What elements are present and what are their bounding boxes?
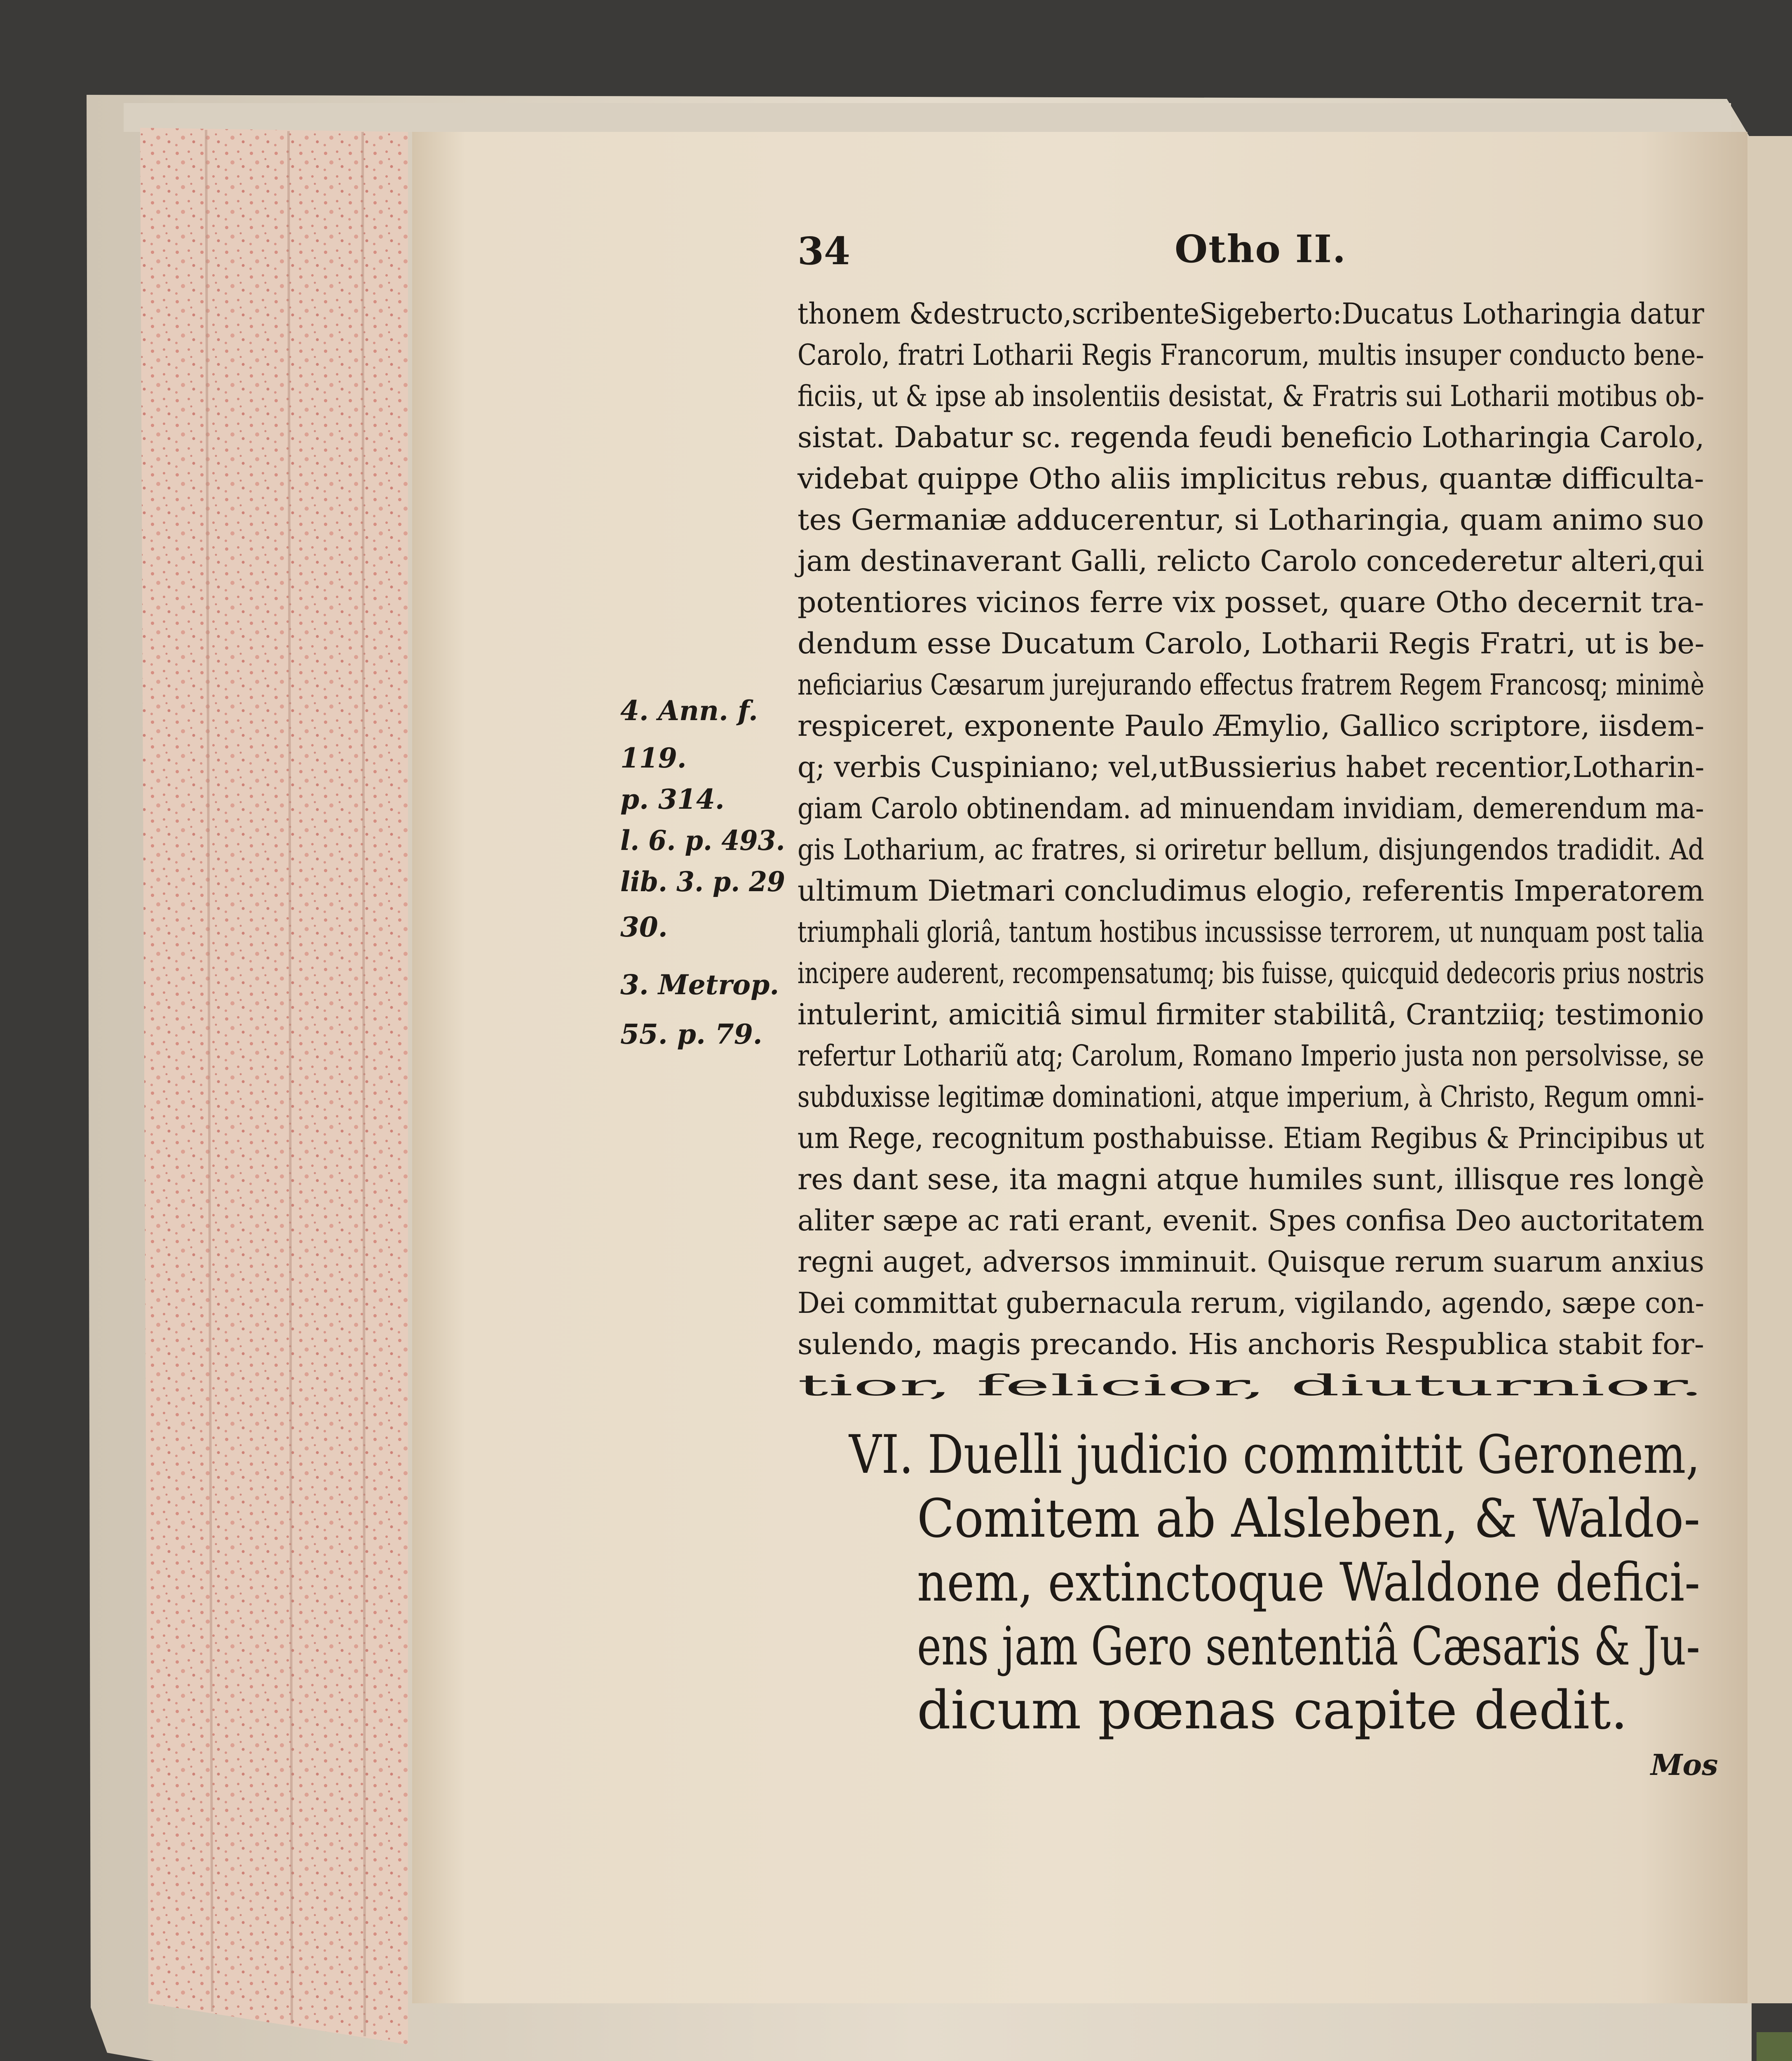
margin-note: 3. Metrop. — [620, 969, 779, 1001]
body-line: triumphali gloriâ, tantum hostibus incussisse terrorem, ut nunquam post talia — [797, 915, 1704, 949]
body-line: ficiis, ut & ipse ab insolentiis desistat, & Fratris sui Lotharii motibus ob- — [797, 379, 1705, 413]
margin-note: lib. 3. p. 29 — [620, 866, 786, 898]
margin-note: 30. — [620, 911, 668, 943]
margin-note: l. 6. p. 493. — [620, 824, 785, 857]
body-line: respiceret, exponente Paulo Æmylio, Gallico scriptore, iisdem- — [797, 709, 1705, 743]
body-line: gis Lotharium, ac fratres, si oriretur bellum, disjungendos tradidit. Ad — [797, 833, 1704, 866]
body-line: q; verbis Cuspiniano; vel,utBussierius habet recentior,Lotharin- — [797, 750, 1705, 784]
body-line: um Rege, recognitum posthabuisse. Etiam Regibus & Principibus ut — [797, 1121, 1704, 1155]
board-edge-green — [1757, 2032, 1792, 2061]
body-line: incipere auderent, recompensatumq; bis fuisse, quicquid dedecoris prius nostris — [797, 956, 1705, 990]
page-number: 34 — [797, 229, 851, 273]
body-line: sulendo, magis precando. His anchoris Respublica stabit for- — [797, 1327, 1704, 1361]
body-line: intulerint, amicitiâ simul firmiter stabilitâ, Crantziiq; testimonio — [797, 998, 1704, 1031]
section-heading-line: nem, extinctoque Waldone defici- — [917, 1552, 1701, 1613]
body-line: aliter sæpe ac rati erant, evenit. Spes confisa Deo auctoritatem — [797, 1204, 1705, 1237]
running-head: Otho II. — [1175, 227, 1347, 271]
body-line: dendum esse Ducatum Carolo, Lotharii Regis Fratri, ut is be- — [797, 627, 1705, 660]
body-line: potentiores vicinos ferre vix posset, quare Otho decernit tra- — [797, 585, 1704, 619]
body-line: sistat. Dabatur sc. regenda feudi beneficio Lotharingia Carolo, — [797, 420, 1705, 454]
body-line: ultimum Dietmari concludimus elogio, referentis Imperatorem — [797, 874, 1704, 908]
body-line: regni auget, adversos imminuit. Quisque rerum suarum anxius — [797, 1245, 1705, 1279]
binding-top-edge — [124, 103, 1731, 132]
section-heading-line: ens jam Gero sententiâ Cæsaris & Ju- — [917, 1616, 1700, 1677]
catchword: Mos — [1651, 1748, 1718, 1782]
margin-note: 119. — [620, 742, 687, 774]
margin-note: p. 314. — [620, 783, 725, 815]
margin-note: 4. Ann. f. — [620, 695, 758, 727]
facing-page — [1747, 136, 1792, 2003]
section-heading-line: dicum pœnas capite dedit. — [917, 1680, 1628, 1741]
section-heading-line: VI. Duelli judicio committit Geronem, — [849, 1424, 1700, 1486]
body-line: neficiarius Cæsarum jurejurando effectus fratrem Regem Francosq; minimè — [797, 668, 1705, 702]
section-heading-line: Comitem ab Alsleben, & Waldo- — [917, 1488, 1701, 1549]
body-line: jam destinaverant Galli, relicto Carolo concederetur alteri,qui — [797, 544, 1704, 578]
page-block-edge — [140, 128, 408, 2045]
body-line: refertur Lothariũ atq; Carolum, Romano Imperio justa non persolvisse, se — [797, 1039, 1704, 1073]
body-line: tes Germaniæ adducerentur, si Lotharingia, quam animo suo — [797, 503, 1704, 537]
body-line: giam Carolo obtinendam. ad minuendam invidiam, demerendum ma- — [797, 791, 1704, 825]
body-line: videbat quippe Otho aliis implicitus rebus, quantæ difficulta- — [797, 462, 1704, 495]
body-line: thonem &destructo,scribenteSigeberto:Ducatus Lotharingia datur — [797, 297, 1704, 331]
body-line: Dei committat gubernacula rerum, vigilando, agendo, sæpe con- — [797, 1286, 1705, 1320]
body-line: res dant sese, ita magni atque humiles sunt, illisque res longè — [797, 1162, 1705, 1196]
body-line: subduxisse legitimæ dominationi, atque imperium, à Christo, Regum omni- — [797, 1080, 1704, 1114]
body-line: Carolo, fratri Lotharii Regis Francorum, multis insuper conducto bene- — [797, 338, 1704, 372]
margin-note: 55. p. 79. — [620, 1018, 762, 1050]
body-line: tior, felicior, diuturnior. — [797, 1369, 1704, 1402]
